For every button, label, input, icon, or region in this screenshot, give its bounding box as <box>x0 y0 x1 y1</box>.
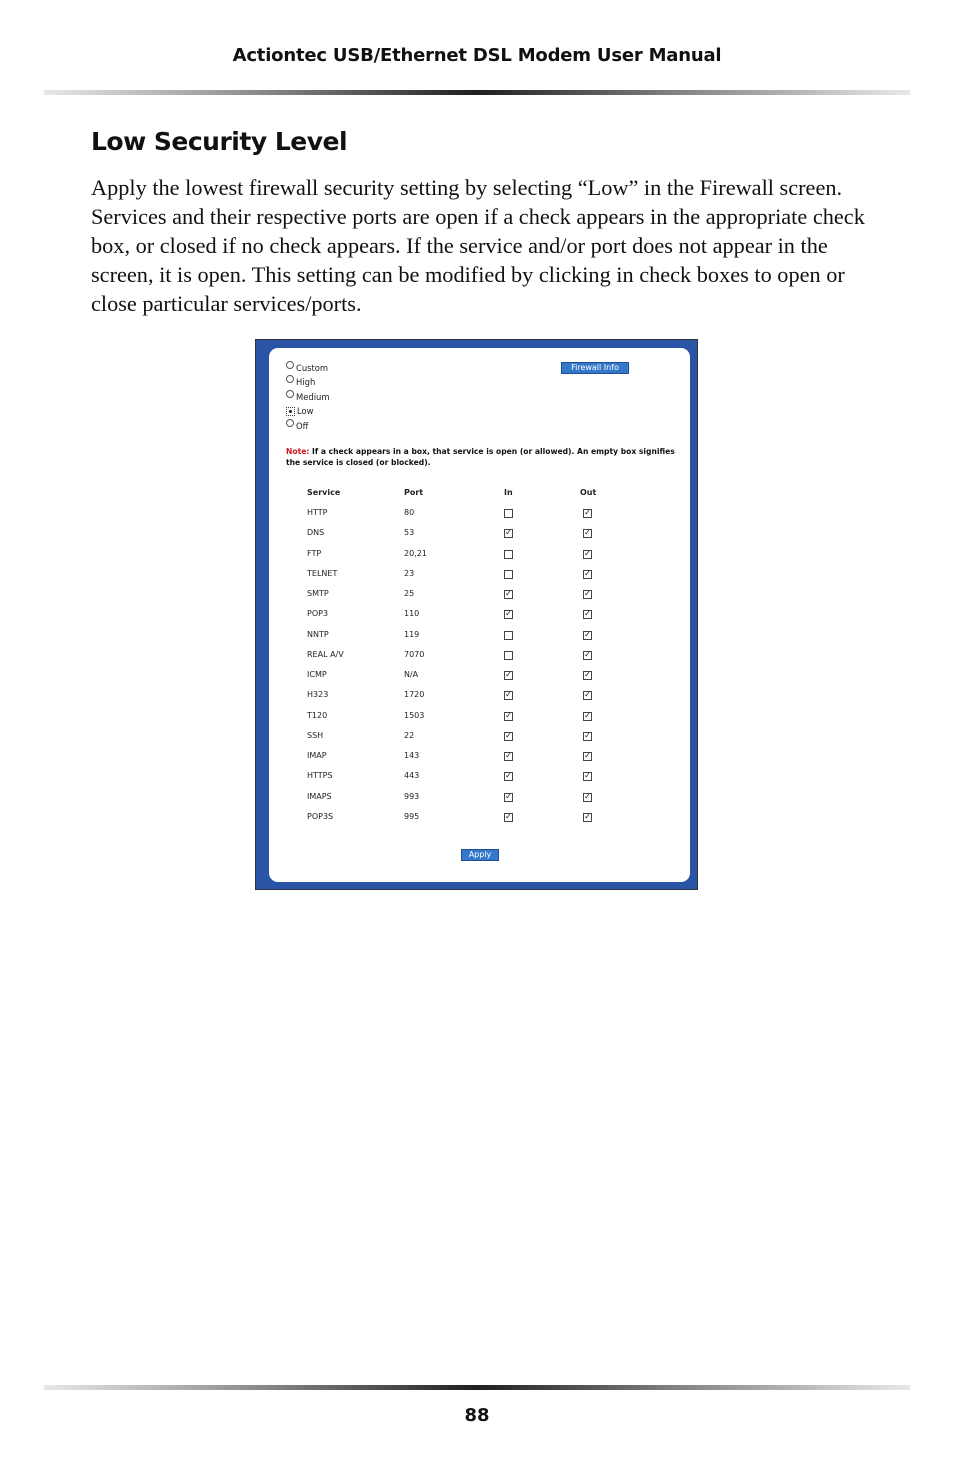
inbound-checkbox[interactable]: ✓ <box>505 609 512 619</box>
note-text: If a check appears in a box, that service is open (or allowed). An empty box signifies the service is closed (or blocked). <box>286 447 675 467</box>
service-name: POP3S <box>307 811 334 821</box>
outbound-checkbox[interactable]: ✓ <box>584 730 591 740</box>
outbound-checkbox[interactable]: ✓ <box>584 690 591 700</box>
service-port: 20,21 <box>404 548 427 558</box>
inbound-checkbox[interactable]: ✓ <box>505 730 512 740</box>
security-level-option[interactable] <box>286 391 330 403</box>
column-header-service: Service <box>307 488 341 497</box>
inbound-checkbox[interactable]: ✓ <box>505 589 512 598</box>
outbound-checkbox[interactable]: ✓ <box>584 629 591 639</box>
service-port: N/A <box>404 670 419 679</box>
section-body-text: Apply the lowest firewall security setting by selecting “Low” in the Firewall screen. Services and their respective ports are open if a check appears in the appropriate check box, or closed if no check appears. If the service and/or port does not appear in the screen, it is open. This setting can be modified by clicking in check boxes to open or close particular services/ports. <box>91 175 865 316</box>
firewall-note <box>286 446 686 468</box>
security-level-option[interactable] <box>286 376 315 388</box>
section-title: Low Security Level <box>91 127 348 156</box>
service-port: 23 <box>404 568 415 578</box>
outbound-checkbox[interactable]: ✓ <box>584 528 591 538</box>
header-divider <box>44 90 910 95</box>
inbound-checkbox[interactable] <box>504 631 513 640</box>
service-name: IMAPS <box>307 791 332 801</box>
column-header-in: In <box>504 488 513 497</box>
service-name: FTP <box>307 548 322 558</box>
outbound-checkbox[interactable]: ✓ <box>584 548 591 558</box>
security-level-label: Off <box>296 420 309 431</box>
security-level-label: Medium <box>296 391 330 402</box>
inbound-checkbox[interactable] <box>504 651 513 660</box>
manual-title: Actiontec USB/Ethernet DSL Modem User Manual <box>232 45 722 66</box>
radio-icon[interactable] <box>286 419 294 427</box>
outbound-checkbox[interactable]: ✓ <box>584 649 591 659</box>
inbound-checkbox[interactable]: ✓ <box>505 791 512 801</box>
service-name: DNS <box>307 528 325 538</box>
service-name: SMTP <box>307 589 329 598</box>
inbound-checkbox[interactable] <box>504 550 513 559</box>
column-header-port: Port <box>404 488 424 497</box>
security-level-label: Low <box>297 406 314 417</box>
page-number: 88 <box>464 1405 490 1426</box>
service-name: HTTP <box>307 508 328 517</box>
service-name: POP3 <box>307 609 329 619</box>
outbound-checkbox[interactable]: ✓ <box>584 771 591 781</box>
radio-icon[interactable] <box>286 375 294 383</box>
note-label: Note: <box>286 447 310 456</box>
inbound-checkbox[interactable]: ✓ <box>505 811 512 821</box>
service-port: 80 <box>404 508 415 517</box>
service-port: 1720 <box>404 690 425 700</box>
apply-button[interactable]: Apply <box>461 849 499 861</box>
outbound-checkbox[interactable]: ✓ <box>584 811 591 821</box>
outbound-checkbox[interactable]: ✓ <box>584 568 591 578</box>
service-port: 7070 <box>404 649 425 659</box>
inbound-checkbox[interactable]: ✓ <box>505 670 512 679</box>
service-name: HTTPS <box>307 771 333 781</box>
service-name: IMAP <box>307 751 327 760</box>
outbound-checkbox[interactable]: ✓ <box>584 670 591 679</box>
security-level-option[interactable] <box>286 362 328 374</box>
service-name: SSH <box>307 730 324 740</box>
inbound-checkbox[interactable]: ✓ <box>505 710 512 720</box>
inbound-checkbox[interactable]: ✓ <box>505 528 512 538</box>
outbound-checkbox[interactable]: ✓ <box>584 589 591 598</box>
service-port: 22 <box>404 730 415 740</box>
security-level-option[interactable] <box>286 405 314 417</box>
outbound-checkbox[interactable]: ✓ <box>584 791 591 801</box>
security-level-label: Custom <box>296 363 329 373</box>
outbound-checkbox[interactable]: ✓ <box>584 710 591 720</box>
service-name: H323 <box>307 690 329 700</box>
security-level-label: High <box>296 377 316 388</box>
firewall-info-button[interactable]: Firewall Info <box>561 362 629 374</box>
service-port: 143 <box>404 751 420 760</box>
service-name: T120 <box>307 710 328 720</box>
inbound-checkbox[interactable]: ✓ <box>505 771 512 781</box>
service-port: 1503 <box>404 710 425 720</box>
outbound-checkbox[interactable]: ✓ <box>584 609 591 619</box>
service-port: 993 <box>404 791 420 801</box>
service-port: 25 <box>404 589 415 598</box>
radio-icon[interactable] <box>286 361 294 369</box>
column-header-out: Out <box>580 488 597 497</box>
firewall-panel <box>269 348 690 882</box>
inbound-checkbox[interactable]: ✓ <box>505 690 512 700</box>
radio-selected-icon[interactable] <box>286 407 295 416</box>
service-name: TELNET <box>307 568 338 578</box>
firewall-screenshot <box>255 339 698 890</box>
security-level-option[interactable] <box>286 420 308 432</box>
service-port: 995 <box>404 811 420 821</box>
outbound-checkbox[interactable]: ✓ <box>584 508 591 517</box>
service-port: 443 <box>404 771 420 781</box>
outbound-checkbox[interactable]: ✓ <box>584 751 591 760</box>
service-port: 110 <box>404 609 420 619</box>
inbound-checkbox[interactable] <box>504 570 513 579</box>
radio-icon[interactable] <box>286 390 294 398</box>
service-port: 119 <box>404 629 420 639</box>
service-name: REAL A/V <box>307 649 344 659</box>
inbound-checkbox[interactable] <box>504 509 513 518</box>
service-port: 53 <box>404 528 415 538</box>
inbound-checkbox[interactable]: ✓ <box>505 751 512 760</box>
service-name: ICMP <box>307 670 327 679</box>
service-name: NNTP <box>307 629 329 639</box>
footer-divider <box>44 1385 910 1390</box>
